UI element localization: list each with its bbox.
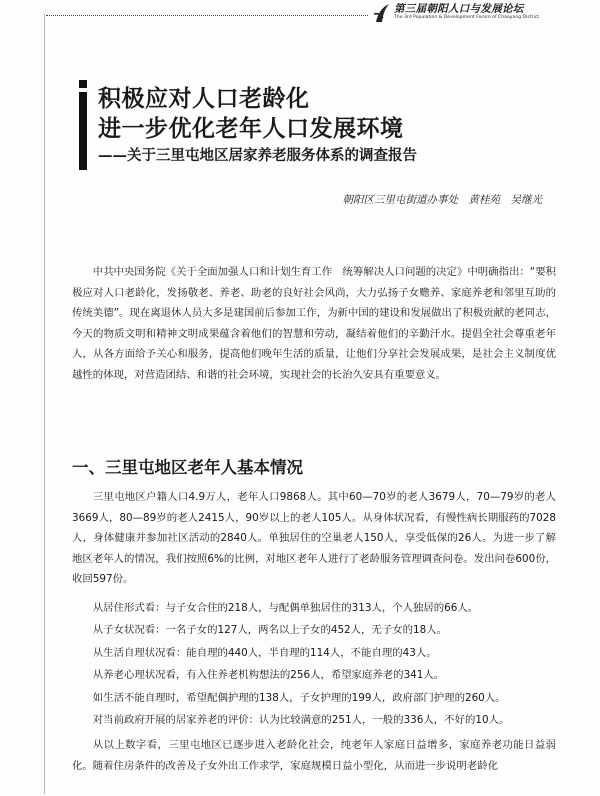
article-subtitle: ——关于三里屯地区居家养老服务体系的调查报告 [98, 147, 417, 164]
list-item: 如生活不能自理时，希望配偶护理的138人，子女护理的199人，政府部门护理的260人。 [92, 691, 506, 704]
article-title-block [98, 84, 417, 166]
article-byline: 朝阳区三里屯街道办事处 黄桂苑 吴继光 [342, 194, 542, 206]
page-edge [44, 14, 45, 794]
title-marker-icon [76, 80, 90, 170]
section-heading: 一、三里屯地区老年人基本情况 [72, 458, 303, 477]
header-subtitle: The 3rd Population & Development Forum of Chaoyang District [394, 15, 540, 20]
list-item: 从养老心理状况看，有入住养老机构想法的256人，希望家庭养老的341人。 [92, 669, 445, 682]
list-item: 对当前政府开展的居家养老的评价：认为比较满意的251人，一般的336人，不好的10人。 [92, 714, 510, 727]
body-paragraph: 从以上数字看，三里屯地区已逐步进入老龄化社会，纯老年人家庭日益增多，家庭养老功能日益弱化。随着住房条件的改善及子女外出工作求学，家庭规模日益小型化，从而进一步说明老龄化 [72, 739, 556, 772]
survey-results-list [72, 597, 556, 731]
header-title: 第三届朝阳人口与发展论坛 [394, 3, 524, 15]
list-item: 从生活自理状况看：能自理的440人，半自理的114人，不能自理的43人。 [92, 646, 437, 659]
article-title-line-2: 进一步优化老年人口发展环境 [98, 115, 404, 142]
header-rule [46, 15, 368, 16]
list-item: 从子女状况看：一名子女的127人，两名以上子女的452人，无子女的18人。 [92, 624, 448, 637]
body-paragraph: 三里屯地区户籍人口4.9万人，老年人口9868人。其中60—70岁的老人3679人，70—79岁的老人3669人，80—89岁的老人2415人，90岁以上的老人105人。从身体状况看，有慢性病长期服药的7028人，身体健康并参加社区活动的2840人。单独居住的空巢老人150人，享受低保的26人。为进一步了解地区老年人的情况，我们按照6%的比例，对地区老年人进行了老龄服务管理调查问卷。发出问卷600份，收回597份。 [72, 491, 556, 586]
header-brand [394, 3, 584, 21]
article-title-line-1: 积极应对人口老龄化 [98, 85, 310, 112]
forum-logo-icon [372, 2, 392, 24]
intro-paragraph: 中共中央国务院《关于全面加强人口和计划生育工作 统筹解决人口问题的决定》中明确指出：“要积极应对人口老龄化，发扬敬老、养老、助老的良好社会风尚，大力弘扬子女赡养、家庭养老和邻里互助的传统美德”。现在离退休人员大多是建国前后参加工作，为新中国的建设和发展做出了积极贡献的老同志，今天的物质文明和精神文明成果蕴含着他们的智慧和劳动，凝结着他们的辛勤汗水。提倡全社会尊重老年人，从各方面给予关心和服务，提高他们晚年生活的质量，让他们分享社会发展成果，是社会主义制度优越性的体现，对营造团结、和谐的社会环境，实现社会的长治久安具有重要意义。 [72, 266, 556, 381]
list-item: 从居住形式看：与子女合住的218人，与配偶单独居住的313人，个人独居的66人。 [92, 602, 479, 614]
